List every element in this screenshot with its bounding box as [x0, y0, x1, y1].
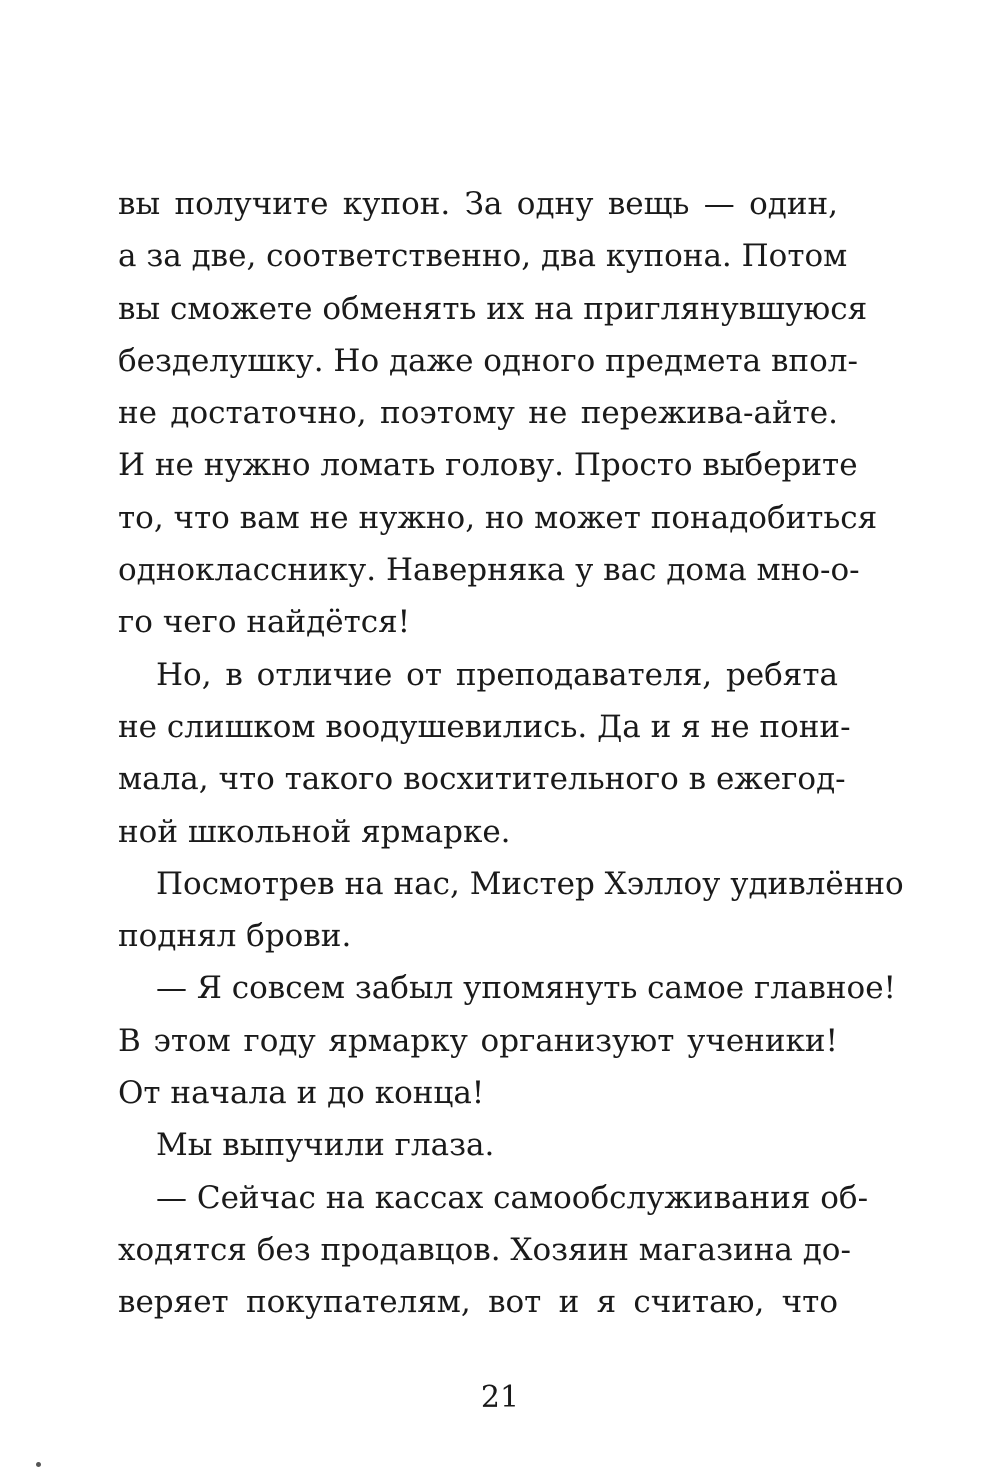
text-line: а за две, соответственно, два купона. Потом: [118, 238, 848, 275]
text-line: веряет покупателям, вот и я считаю, что: [118, 1284, 838, 1321]
text-line: однокласснику. Наверняка у вас дома мно-о-: [118, 552, 860, 589]
text-line: го чего найдётся!: [118, 604, 411, 641]
text-line: Но, в отличие от преподавателя, ребята: [156, 656, 838, 693]
page-number: 21: [480, 1380, 520, 1415]
scan-speck: [36, 1462, 41, 1467]
text-line: не достаточно, поэтому не пережива-айте.: [118, 395, 838, 432]
text-line: Посмотрев на нас, Мистер Хэллоу удивлённо: [156, 865, 904, 902]
text-line: От начала и до конца!: [118, 1075, 485, 1112]
text-line: мала, что такого восхитительного в ежегод-: [118, 761, 846, 798]
text-line: вы получите купон. За одну вещь — один,: [118, 186, 838, 222]
text-line: ной школьной ярмарке.: [118, 813, 511, 850]
text-line: — Сейчас на кассах самообслуживания об-: [156, 1179, 869, 1216]
text-line: В этом году ярмарку организуют ученики!: [118, 1022, 838, 1059]
text-line: вы сможете обменять их на приглянувшуюся: [118, 290, 868, 327]
body-text: [118, 178, 904, 1329]
text-line: безделушку. Но даже одного предмета впол-: [118, 342, 858, 379]
text-line: ходятся без продавцов. Хозяин магазина до-: [118, 1231, 851, 1268]
text-line: — Я совсем забыл упомянуть самое главное!: [156, 970, 897, 1007]
text-line: И не нужно ломать голову. Просто выберите: [118, 447, 858, 484]
text-line: поднял брови.: [118, 918, 352, 955]
text-line: не слишком воодушевились. Да и я не пони-: [118, 708, 851, 745]
text-line: Мы выпучили глаза.: [156, 1127, 495, 1164]
text-line: то, что вам не нужно, но может понадобиться: [118, 499, 878, 536]
